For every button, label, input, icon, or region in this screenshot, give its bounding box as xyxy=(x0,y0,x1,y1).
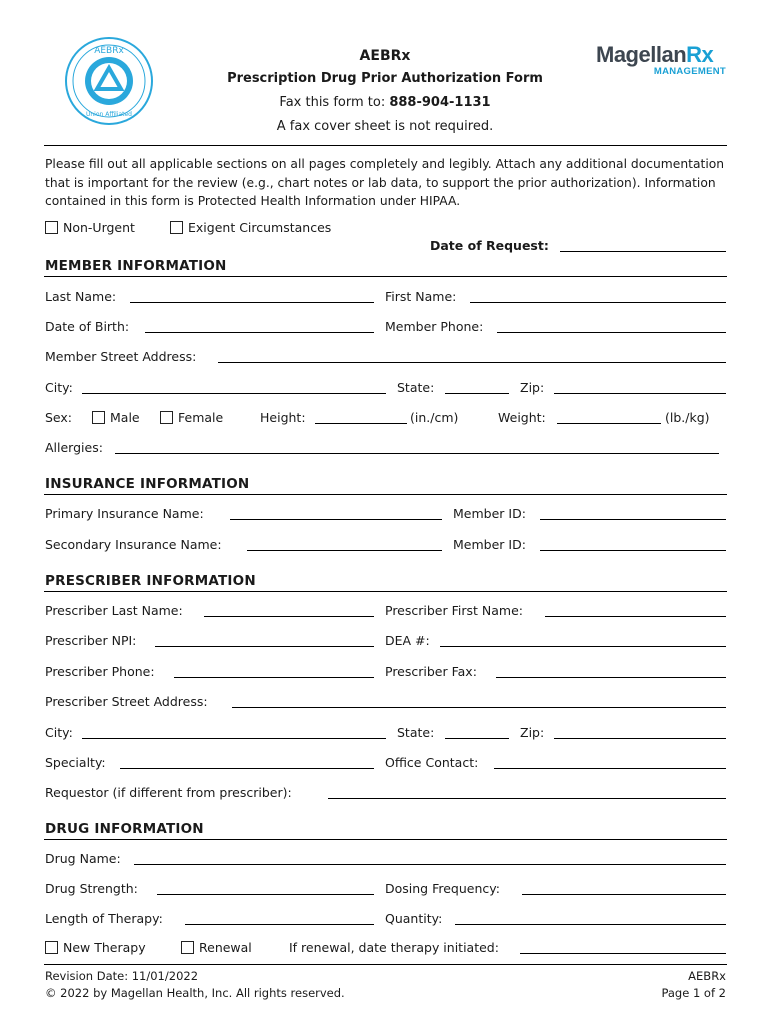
secondary-member-id-label: Member ID: xyxy=(453,537,526,552)
prescriber-npi-field[interactable] xyxy=(155,646,374,647)
male-option[interactable] xyxy=(92,410,140,425)
length-of-therapy-label: Length of Therapy: xyxy=(45,911,163,926)
member-zip-field[interactable] xyxy=(554,393,726,394)
prescriber-first-name-field[interactable] xyxy=(545,616,726,617)
member-first-name-field[interactable] xyxy=(470,302,726,303)
prescriber-city-label: City: xyxy=(45,725,73,740)
brand-rx-text: Rx xyxy=(686,42,714,67)
form-subtitle: Prescription Drug Prior Authorization Form xyxy=(227,71,543,86)
prescriber-phone-label: Prescriber Phone: xyxy=(45,664,155,679)
renewal-checkbox[interactable] xyxy=(181,941,194,954)
prescriber-last-name-label: Prescriber Last Name: xyxy=(45,603,183,618)
member-state-label: State: xyxy=(397,380,435,395)
date-of-request-label: Date of Request: xyxy=(430,238,549,253)
footer-right xyxy=(661,968,726,1002)
member-city-label: City: xyxy=(45,380,73,395)
male-checkbox[interactable] xyxy=(92,411,105,424)
member-street-field[interactable] xyxy=(218,362,726,363)
prescriber-last-name-field[interactable] xyxy=(204,616,374,617)
female-option[interactable] xyxy=(160,410,223,425)
footer-divider xyxy=(44,964,727,965)
height-unit: (in./cm) xyxy=(410,410,459,425)
prescriber-fax-label: Prescriber Fax: xyxy=(385,664,477,679)
svg-text:AEBRx: AEBRx xyxy=(94,46,124,56)
renewal-date-label: If renewal, date therapy initiated: xyxy=(289,940,499,955)
member-phone-label: Member Phone: xyxy=(385,319,484,334)
form-code: AEBRx xyxy=(688,969,726,983)
non-urgent-checkbox[interactable] xyxy=(45,221,58,234)
insurance-section-heading: INSURANCE INFORMATION xyxy=(45,476,250,492)
new-therapy-label: New Therapy xyxy=(63,940,146,955)
quantity-field[interactable] xyxy=(455,924,726,925)
dob-label: Date of Birth: xyxy=(45,319,130,334)
male-label: Male xyxy=(110,410,140,425)
non-urgent-option[interactable] xyxy=(45,220,135,235)
svg-text:Union Affiliated: Union Affiliated xyxy=(85,111,133,118)
form-title: AEBRx xyxy=(359,48,411,64)
insurance-divider xyxy=(44,494,727,495)
prescriber-zip-field[interactable] xyxy=(554,738,726,739)
allergies-label: Allergies: xyxy=(45,440,103,455)
primary-member-id-label: Member ID: xyxy=(453,506,526,521)
weight-unit: (lb./kg) xyxy=(665,410,710,425)
cover-note: A fax cover sheet is not required. xyxy=(276,119,494,134)
prescriber-phone-field[interactable] xyxy=(174,677,374,678)
dob-field[interactable] xyxy=(145,332,374,333)
member-state-field[interactable] xyxy=(445,393,509,394)
new-therapy-checkbox[interactable] xyxy=(45,941,58,954)
drug-strength-label: Drug Strength: xyxy=(45,881,138,896)
member-street-label: Member Street Address: xyxy=(45,349,197,364)
female-checkbox[interactable] xyxy=(160,411,173,424)
non-urgent-label: Non-Urgent xyxy=(63,220,135,235)
date-of-request-field[interactable] xyxy=(560,251,726,252)
fax-line xyxy=(0,95,770,110)
fax-prefix: Fax this form to: xyxy=(279,95,390,110)
header-divider xyxy=(44,145,727,146)
prescriber-fax-field[interactable] xyxy=(496,677,726,678)
member-section-heading: MEMBER INFORMATION xyxy=(45,258,227,274)
renewal-option[interactable] xyxy=(181,940,252,955)
exigent-label: Exigent Circumstances xyxy=(188,220,332,235)
requestor-field[interactable] xyxy=(328,798,726,799)
copyright: © 2022 by Magellan Health, Inc. All rights reserved. xyxy=(45,986,345,1000)
allergies-field[interactable] xyxy=(115,453,719,454)
prescriber-section-heading: PRESCRIBER INFORMATION xyxy=(45,573,256,589)
quantity-label: Quantity: xyxy=(385,911,443,926)
dosing-frequency-label: Dosing Frequency: xyxy=(385,881,500,896)
primary-insurance-label: Primary Insurance Name: xyxy=(45,506,204,521)
requestor-label: Requestor (if different from prescriber): xyxy=(45,785,292,800)
drug-section-heading: DRUG INFORMATION xyxy=(45,821,204,837)
footer-left xyxy=(45,968,345,1002)
female-label: Female xyxy=(178,410,224,425)
secondary-insurance-field[interactable] xyxy=(247,550,442,551)
weight-label: Weight: xyxy=(498,410,546,425)
office-contact-label: Office Contact: xyxy=(385,755,479,770)
height-label: Height: xyxy=(260,410,306,425)
member-divider xyxy=(44,276,727,277)
member-first-name-label: First Name: xyxy=(385,289,457,304)
prescriber-divider xyxy=(44,591,727,592)
dea-label: DEA #: xyxy=(385,633,430,648)
length-of-therapy-field[interactable] xyxy=(185,924,374,925)
sex-label: Sex: xyxy=(45,410,73,425)
member-phone-field[interactable] xyxy=(497,332,726,333)
brand-management-text: MANAGEMENT xyxy=(653,66,726,77)
dosing-frequency-field[interactable] xyxy=(522,894,726,895)
prescriber-city-field[interactable] xyxy=(82,738,386,739)
page-number: Page 1 of 2 xyxy=(661,986,726,1000)
primary-insurance-field[interactable] xyxy=(230,519,442,520)
revision-date: Revision Date: 11/01/2022 xyxy=(45,969,199,983)
weight-field[interactable] xyxy=(557,423,661,424)
specialty-field[interactable] xyxy=(120,768,374,769)
drug-name-label: Drug Name: xyxy=(45,851,121,866)
prescriber-state-label: State: xyxy=(397,725,435,740)
secondary-member-id-field[interactable] xyxy=(540,550,726,551)
renewal-date-field[interactable] xyxy=(520,953,726,954)
prescriber-zip-label: Zip: xyxy=(520,725,545,740)
prescriber-npi-label: Prescriber NPI: xyxy=(45,633,137,648)
member-city-field[interactable] xyxy=(82,393,386,394)
drug-divider xyxy=(44,839,727,840)
brand-magellan-text: Magellan xyxy=(596,42,687,67)
prescriber-first-name-label: Prescriber First Name: xyxy=(385,603,523,618)
specialty-label: Specialty: xyxy=(45,755,106,770)
renewal-label: Renewal xyxy=(199,940,252,955)
member-zip-label: Zip: xyxy=(520,380,545,395)
height-field[interactable] xyxy=(315,423,407,424)
new-therapy-option[interactable] xyxy=(45,940,146,955)
primary-member-id-field[interactable] xyxy=(540,519,726,520)
secondary-insurance-label: Secondary Insurance Name: xyxy=(45,537,222,552)
member-last-name-field[interactable] xyxy=(130,302,374,303)
intro-text: Please fill out all applicable sections on all pages completely and legibly. Attach any additional documentation that is important for the review (e.g., chart notes or lab data, to support the prior authorization). Information contained in this form is Protected Health Information under HIPAA. xyxy=(45,157,725,208)
prescriber-street-label: Prescriber Street Address: xyxy=(45,694,208,709)
exigent-checkbox[interactable] xyxy=(170,221,183,234)
dea-field[interactable] xyxy=(440,646,726,647)
exigent-option[interactable] xyxy=(170,220,331,235)
drug-name-field[interactable] xyxy=(134,864,726,865)
fax-number: 888-904-1131 xyxy=(389,95,491,110)
prescriber-street-field[interactable] xyxy=(232,707,726,708)
member-last-name-label: Last Name: xyxy=(45,289,117,304)
office-contact-field[interactable] xyxy=(494,768,726,769)
drug-strength-field[interactable] xyxy=(157,894,374,895)
prescriber-state-field[interactable] xyxy=(445,738,509,739)
